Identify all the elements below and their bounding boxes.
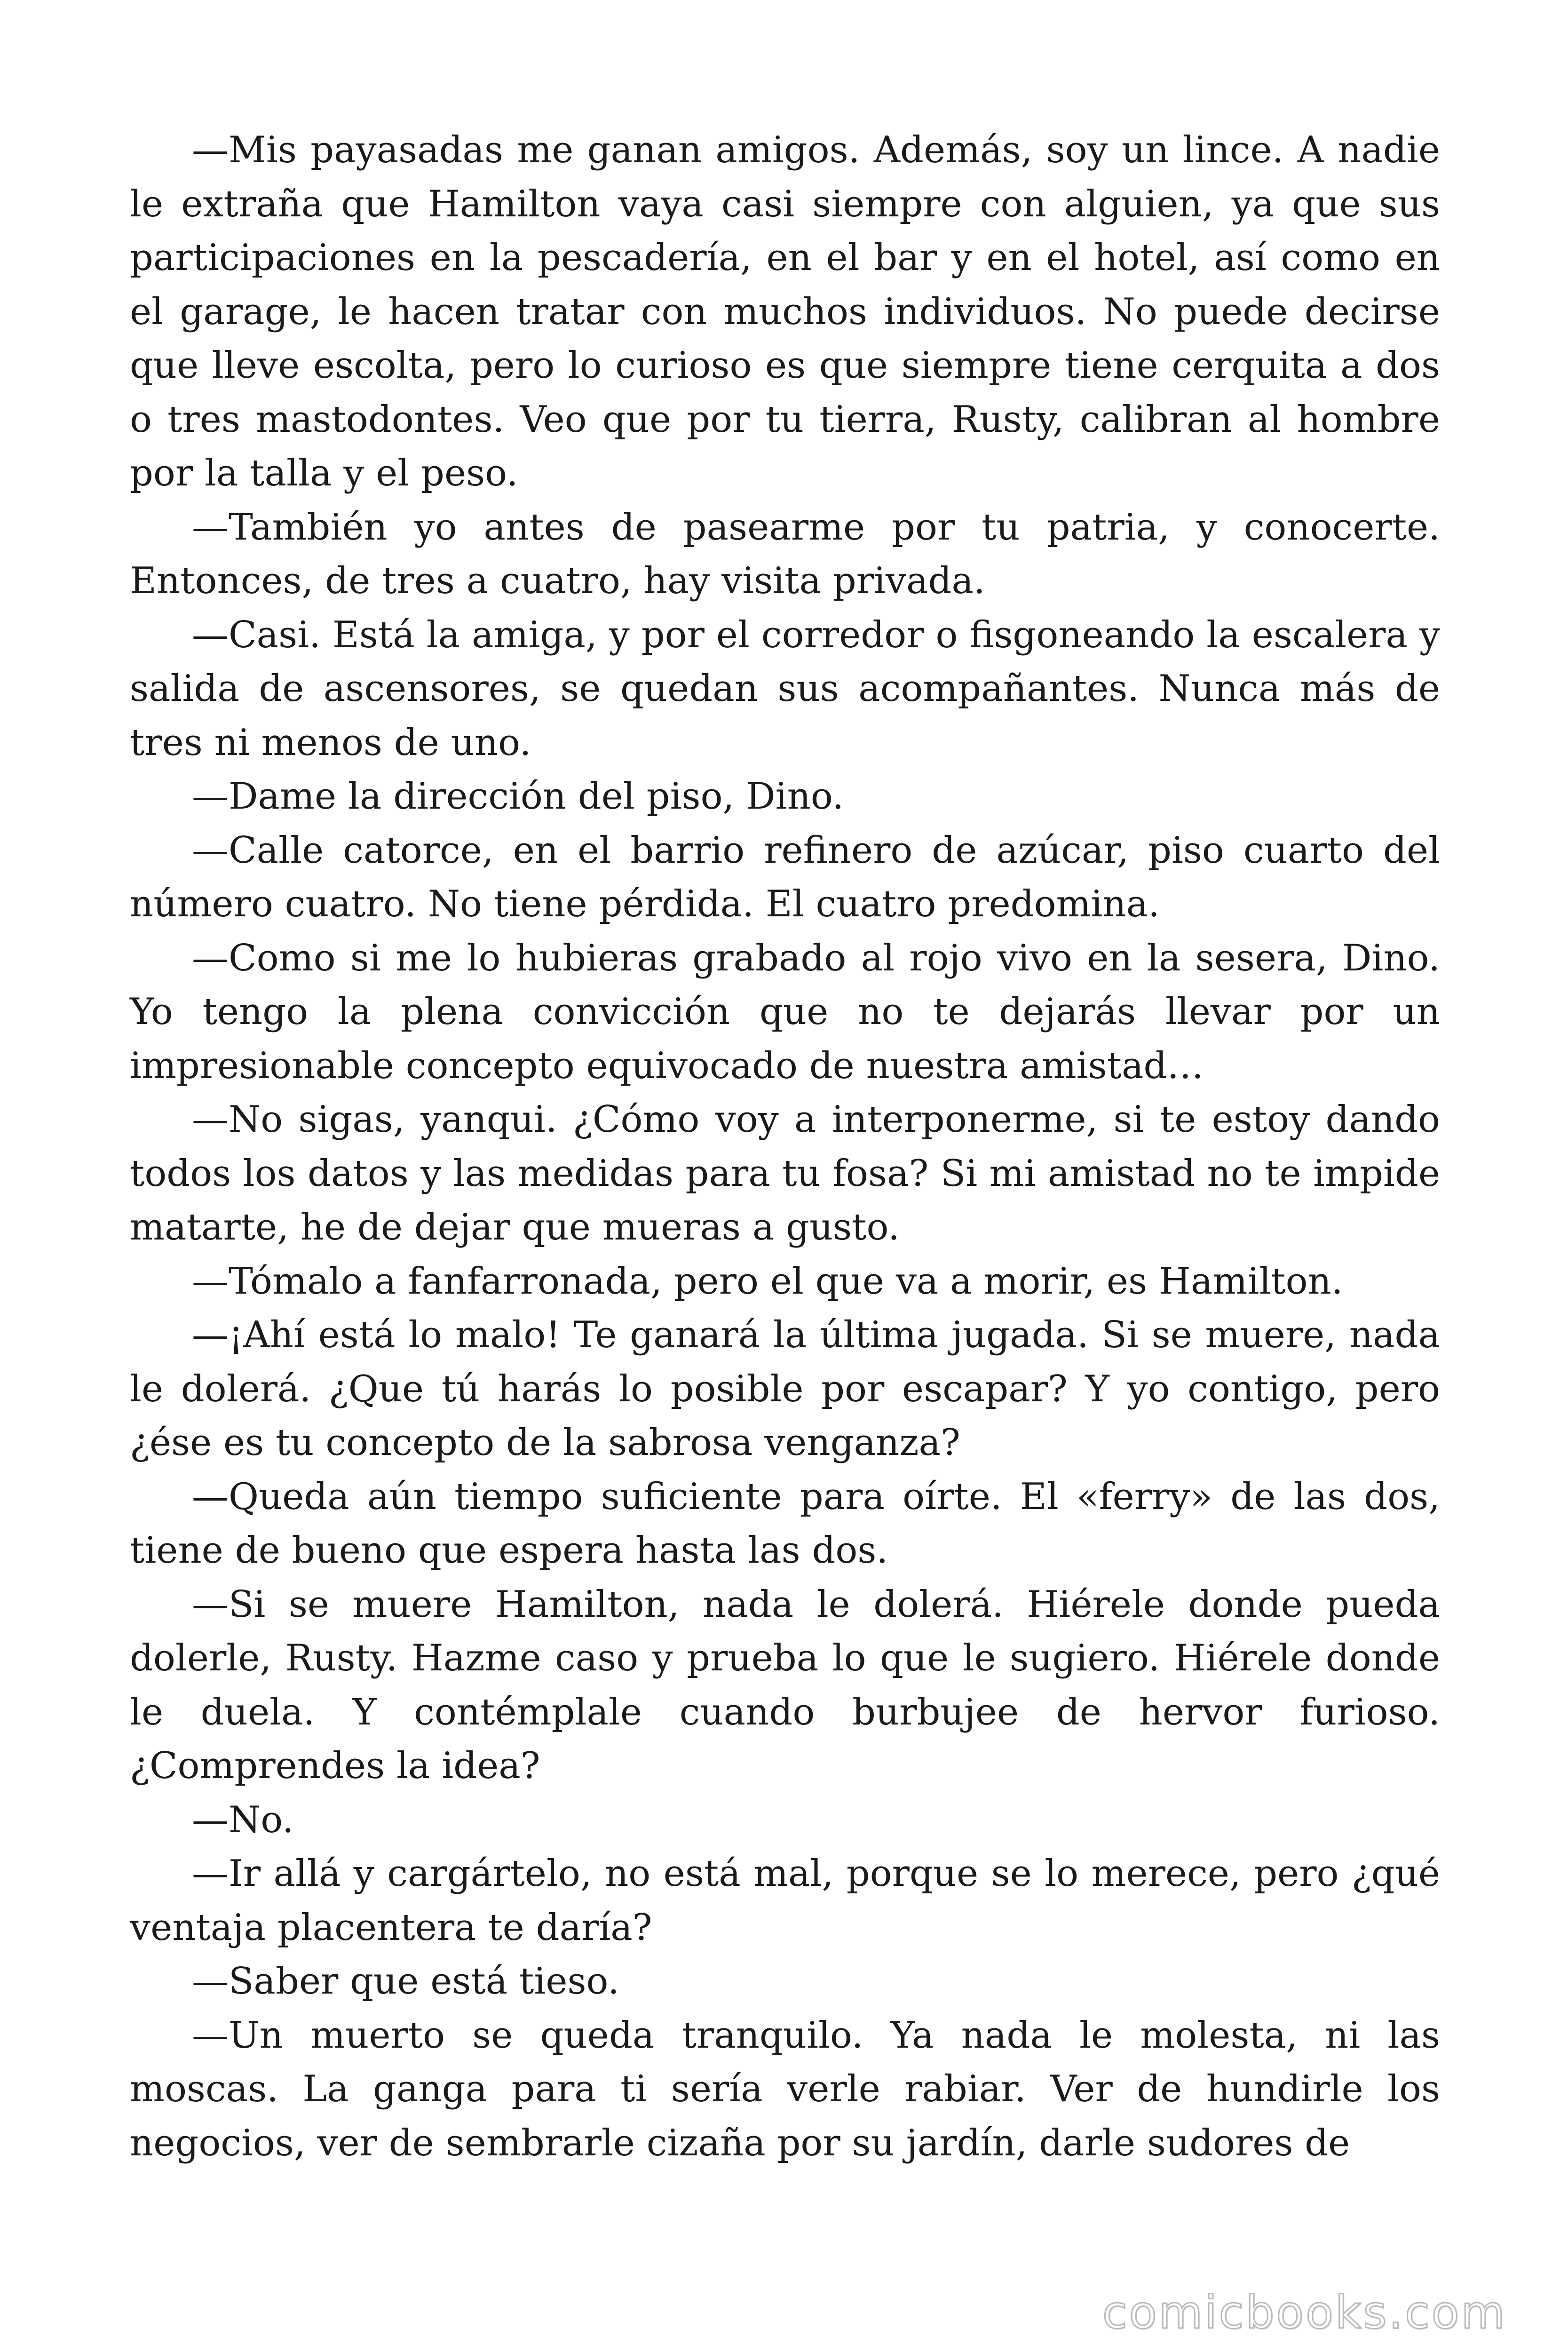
paragraph: —Calle catorce, en el barrio refinero de azúcar, piso cuarto del número cuatro. No tiene pérdida. El cuatro predomina. [130,829,1440,925]
watermark: comicbooks.com [1102,2286,1507,2339]
paragraph: —Ir allá y cargártelo, no está mal, porque se lo merece, pero ¿qué ventaja placentera te daría? [130,1852,1440,1949]
paragraph: —Si se muere Hamilton, nada le dolerá. Hiérele donde pueda dolerle, Rusty. Hazme caso y prueba lo que le sugiero. Hiérele donde le duela. Y contémplale cuando burbujee de hervor furioso. ¿Comprendes la idea? [130,1583,1440,1787]
paragraph: —Tómalo a fanfarronada, pero el que va a morir, es Hamilton. [192,1260,1343,1303]
paragraph: —¡Ahí está lo malo! Te ganará la última jugada. Si se muere, nada le dolerá. ¿Que tú harás lo posible por escapar? Y yo contigo, pero ¿ése es tu concepto de la sabrosa venganza? [130,1314,1440,1464]
paragraph: —Dame la dirección del piso, Dino. [192,775,844,818]
paragraph: —Queda aún tiempo suficiente para oírte. El «ferry» de las dos, tiene de bueno que espera hasta las dos. [130,1475,1440,1572]
paragraph: —No. [192,1798,294,1841]
body-text [130,123,1440,2170]
paragraph: —Como si me lo hubieras grabado al rojo vivo en la sesera, Dino. Yo tengo la plena convicción que no te dejarás llevar por un impresionable concepto equivocado de nuestra amistad… [130,937,1440,1087]
paragraph: —Casi. Está la amiga, y por el corredor o fisgoneando la escalera y salida de ascensores, se quedan sus acompañantes. Nunca más de tres ni menos de uno. [130,613,1440,764]
paragraph: —Un muerto se queda tranquilo. Ya nada le molesta, ni las moscas. La ganga para ti sería verle rabiar. Ver de hundirle los negocios, ver de sembrarle cizaña por su jardín, darle sudores de [130,2014,1440,2164]
paragraph: —Saber que está tieso. [192,1960,619,2002]
paragraph: —También yo antes de pasearme por tu patria, y conocerte. Entonces, de tres a cuatro, hay visita privada. [130,506,1440,602]
paragraph: —Mis payasadas me ganan amigos. Además, soy un lince. A nadie le extraña que Hamilton vaya casi siempre con alguien, ya que sus participaciones en la pescadería, en el bar y en el hotel, así como en el garage, le hacen tratar con muchos individuos. No puede decirse que lleve escolta, pero lo curioso es que siempre tiene cerquita a dos o tres mastodontes. Veo que por tu tierra, Rusty, calibran al hombre por la talla y el peso. [130,129,1440,494]
paragraph: —No sigas, yanqui. ¿Cómo voy a interponerme, si te estoy dando todos los datos y las medidas para tu fosa? Si mi amistad no te impide matarte, he de dejar que mueras a gusto. [130,1098,1440,1248]
